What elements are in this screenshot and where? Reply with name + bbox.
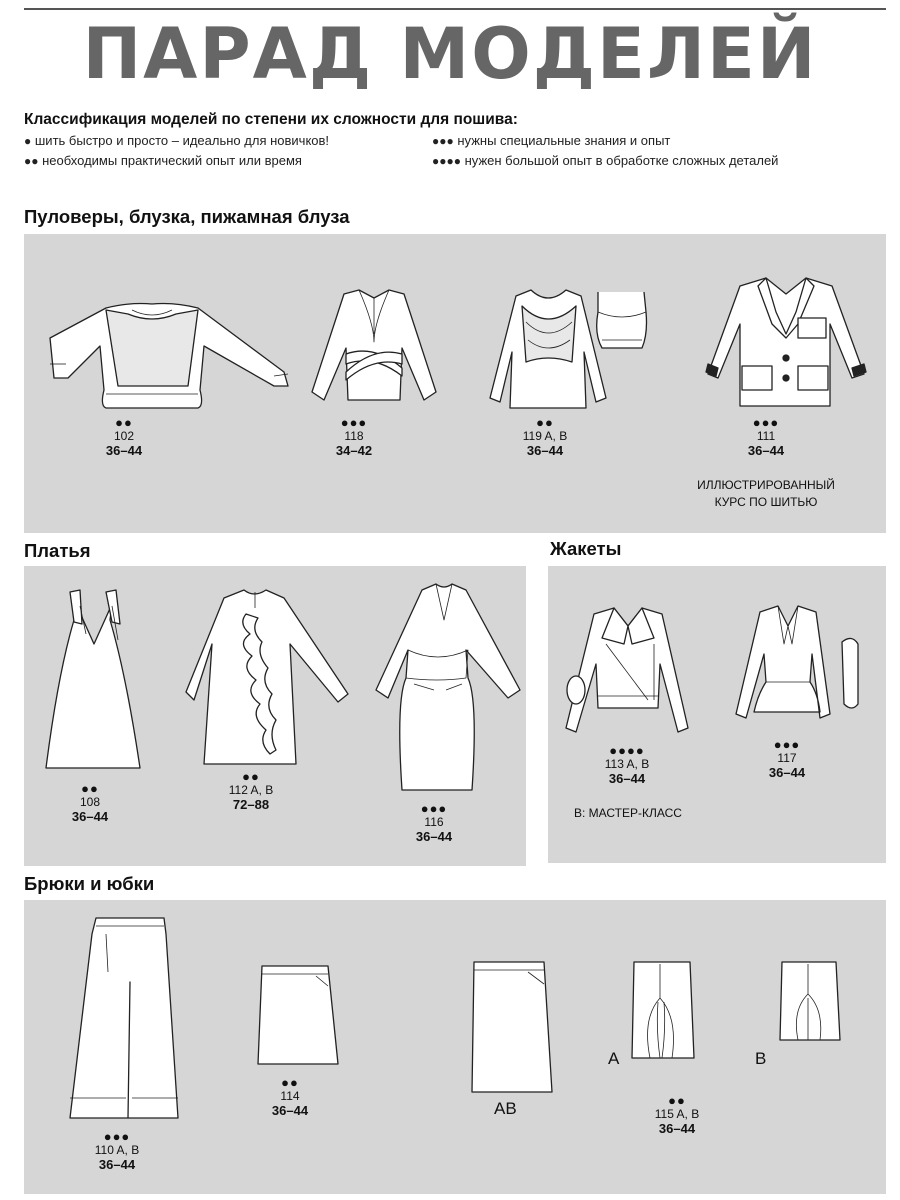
legend-item-1: [24, 133, 329, 148]
legend-item-3: [432, 133, 670, 148]
legend-text: шить быстро и просто – идеально для новичков!: [34, 133, 330, 148]
section-title-jackets: Жакеты: [550, 538, 622, 559]
godet-skirt-a-icon[interactable]: [630, 958, 700, 1068]
size-range: 36–44: [71, 809, 109, 824]
mini-skirt-icon[interactable]: [256, 962, 342, 1072]
difficulty-dots: ●●●: [340, 415, 368, 430]
model-number: 118: [344, 429, 364, 443]
legend-item-4: [432, 153, 778, 168]
pencil-skirt-icon[interactable]: [468, 958, 558, 1098]
difficulty-dots: ●●: [281, 1075, 299, 1090]
model-number: 116: [424, 815, 444, 829]
difficulty-dots: ●●●●: [609, 743, 645, 758]
model-number: 119 A, B: [522, 429, 568, 443]
model-111[interactable]: [706, 416, 826, 458]
pajama-jacket-icon[interactable]: [706, 274, 876, 414]
sheath-dress-icon[interactable]: [374, 580, 524, 810]
variant-label-b: B: [755, 1049, 767, 1068]
model-number: 114: [280, 1089, 300, 1103]
difficulty-dots: ●●●: [420, 801, 448, 816]
size-range: 36–44: [526, 443, 564, 458]
ruffle-dress-icon[interactable]: [184, 584, 354, 774]
model-number: 112 A, B: [228, 783, 274, 797]
difficulty-dots: ●: [24, 134, 32, 148]
godet-skirt-b-icon[interactable]: [778, 958, 848, 1048]
size-range: 34–42: [335, 443, 373, 458]
illustrated-course-note: [676, 477, 856, 511]
size-range: 36–44: [768, 765, 806, 780]
model-119[interactable]: [485, 416, 605, 458]
difficulty-dots: ●●: [242, 769, 260, 784]
difficulty-dots: ●●: [81, 781, 99, 796]
section-title-dresses: Платья: [24, 540, 91, 561]
master-class-note: B: МАСТЕР-КЛАСС: [574, 806, 682, 820]
peplum-jacket-icon[interactable]: [726, 604, 876, 724]
size-range: 36–44: [608, 771, 646, 786]
model-108[interactable]: [30, 782, 150, 824]
note-line: ИЛЛЮСТРИРОВАННЫЙ: [697, 478, 835, 492]
size-range: 36–44: [98, 1157, 136, 1172]
difficulty-dots: ●●: [668, 1093, 686, 1108]
legend-text: нужен большой опыт в обработке сложных деталей: [464, 153, 779, 168]
model-number: 113 A, B: [604, 757, 650, 771]
size-range: 36–44: [271, 1103, 309, 1118]
legend-text: необходимы практический опыт или время: [42, 153, 302, 168]
page-title: ПАРАД МОДЕЛЕЙ: [82, 13, 818, 95]
model-102[interactable]: [64, 416, 184, 458]
difficulty-dots: ●●: [536, 415, 554, 430]
note-line: КУРС ПО ШИТЬЮ: [714, 495, 818, 509]
model-number: 115 A, B: [654, 1107, 700, 1121]
model-118[interactable]: [294, 416, 414, 458]
biker-jacket-icon[interactable]: [558, 604, 698, 734]
model-number: 117: [777, 751, 797, 765]
difficulty-dots: ●●: [115, 415, 133, 430]
model-115[interactable]: [617, 1094, 737, 1136]
size-range: 36–44: [658, 1121, 696, 1136]
model-number: 108: [79, 795, 101, 809]
slip-dress-icon[interactable]: [40, 584, 150, 774]
model-number: 110 A, B: [94, 1143, 140, 1157]
model-113[interactable]: [567, 744, 687, 786]
legend-item-2: [24, 153, 302, 168]
difficulty-dots: ●●●: [752, 415, 780, 430]
size-range: 72–88: [232, 797, 270, 812]
model-116[interactable]: [374, 802, 494, 844]
size-range: 36–44: [105, 443, 143, 458]
model-117[interactable]: [727, 738, 847, 780]
top-rule: [24, 8, 886, 10]
variant-label-ab: AB: [494, 1099, 517, 1118]
section-title-tops: Пуловеры, блузка, пижамная блуза: [24, 206, 350, 227]
difficulty-dots: ●●: [24, 154, 39, 168]
difficulty-dots: ●●●●: [432, 154, 461, 168]
difficulty-dots: ●●●: [773, 737, 801, 752]
raglan-pullover-icon[interactable]: [48, 294, 268, 414]
cowl-top-icon[interactable]: [486, 282, 666, 414]
size-range: 36–44: [415, 829, 453, 844]
difficulty-dots: ●●●: [432, 134, 454, 148]
wrap-blouse-icon[interactable]: [304, 284, 444, 414]
legend-text: нужны специальные знания и опыт: [457, 133, 671, 148]
size-range: 36–44: [747, 443, 785, 458]
variant-label-a: A: [608, 1049, 620, 1068]
model-114[interactable]: [230, 1076, 350, 1118]
model-number: 111: [756, 429, 776, 443]
legend-heading: Классификация моделей по степени их сложности для пошива:: [24, 111, 518, 128]
model-number: 102: [113, 429, 135, 443]
model-110[interactable]: [57, 1130, 177, 1172]
section-title-bottoms: Брюки и юбки: [24, 873, 155, 894]
model-112[interactable]: [191, 770, 311, 812]
wide-trousers-icon[interactable]: [66, 912, 196, 1132]
difficulty-dots: ●●●: [103, 1129, 131, 1144]
